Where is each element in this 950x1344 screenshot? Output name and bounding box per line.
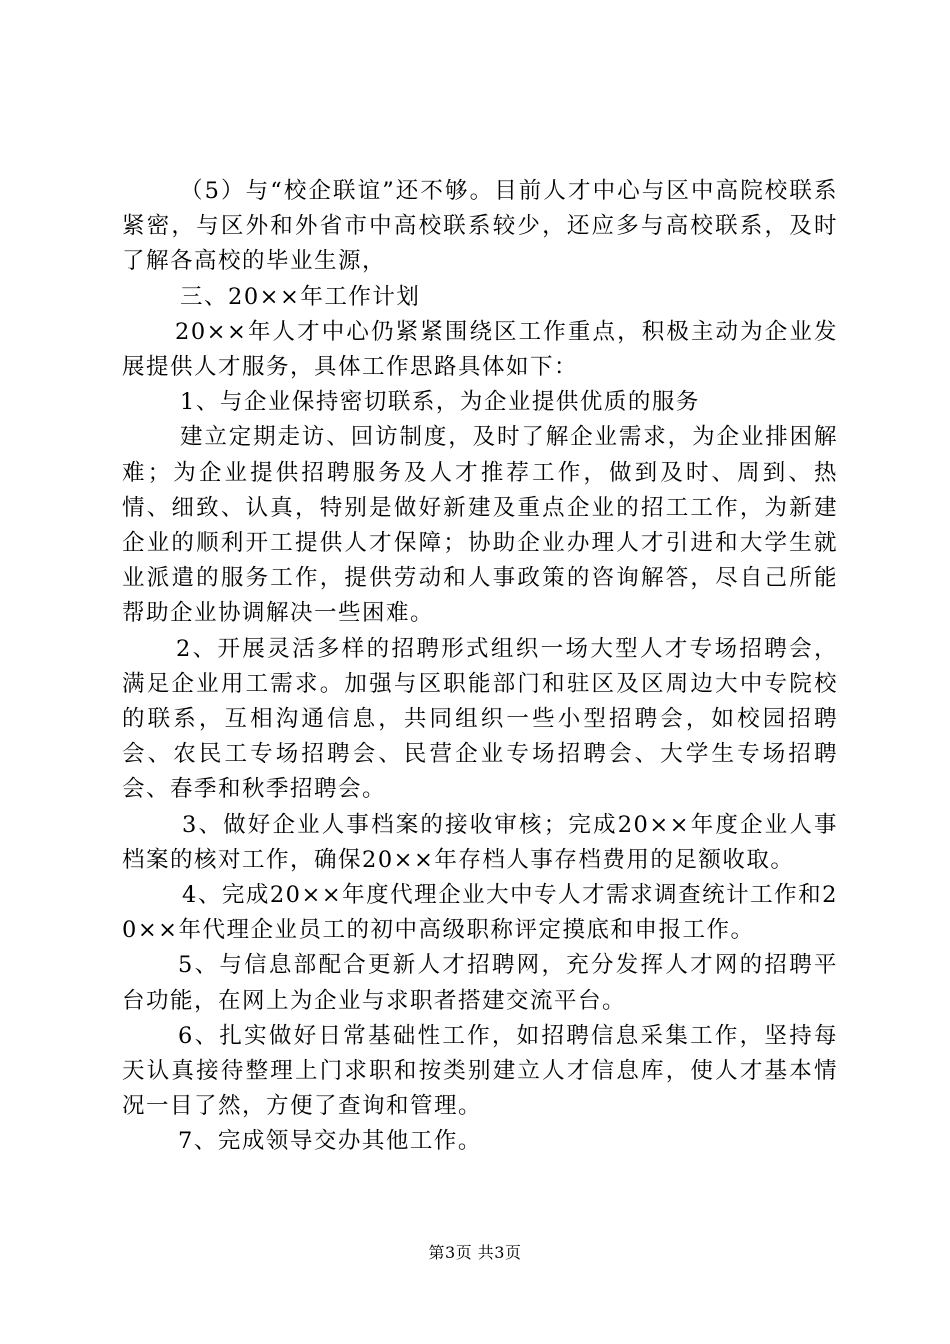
plan-item-1-heading: 1、与企业保持密切联系，为企业提供优质的服务 xyxy=(180,389,700,416)
paragraph-school-enterprise: （5）与“校企联谊”还不够。目前人才中心与区中高院校联系紧密，与区外和外省市中高校联系较少，还应多与高校联系，及时了解各高校的毕业生源， xyxy=(122,178,838,275)
plan-item-4: 4、完成20××年度代理企业大中专人才需求调查统计工作和20××年代理企业员工的初中高级职称评定摸底和申报工作。 xyxy=(122,882,838,944)
plan-item-1-body: 建立定期走访、回访制度，及时了解企业需求，为企业排困解难；为企业提供招聘服务及人才推荐工作，做到及时、周到、热情、细致、认真，特别是做好新建及重点企业的招工工作，为新建企业的顺利开工提供人才保障；协助企业办理人才引进和大学生就业派遣的服务工作，提供劳动和人事政策的咨询解答，尽自己所能帮助企业协调解决一些困难。 xyxy=(122,424,838,627)
paragraph-plan-intro: 20××年人才中心仍紧紧围绕区工作重点，积极主动为企业发展提供人才服务，具体工作思路具体如下： xyxy=(122,318,838,381)
document-body xyxy=(122,174,838,1160)
plan-item-6: 6、扎实做好日常基础性工作，如招聘信息采集工作，坚持每天认真接待整理上门求职和按类别建立人才信息库，使人才基本情况一目了然，方便了查询和管理。 xyxy=(122,1022,838,1120)
plan-item-7: 7、完成领导交办其他工作。 xyxy=(178,1128,482,1155)
section-heading-work-plan: 三、20××年工作计划 xyxy=(180,283,421,310)
plan-item-5: 5、与信息部配合更新人才招聘网，充分发挥人才网的招聘平台功能，在网上为企业与求职者搭建交流平台。 xyxy=(122,952,838,1014)
plan-item-2: 2、开展灵活多样的招聘形式组织一场大型人才专场招聘会，满足企业用工需求。加强与区职能部门和驻区及区周边大中专院校的联系，互相沟通信息，共同组织一些小型招聘会，如校园招聘会、农民工专场招聘会、民营企业专场招聘会、大学生专场招聘会、春季和秋季招聘会。 xyxy=(122,635,838,803)
page-footer-indicator: 第3页 共3页 xyxy=(428,1243,522,1262)
plan-item-3: 3、做好企业人事档案的接收审核；完成20××年度企业人事档案的核对工作，确保20××年存档人事存档费用的足额收取。 xyxy=(122,811,838,873)
